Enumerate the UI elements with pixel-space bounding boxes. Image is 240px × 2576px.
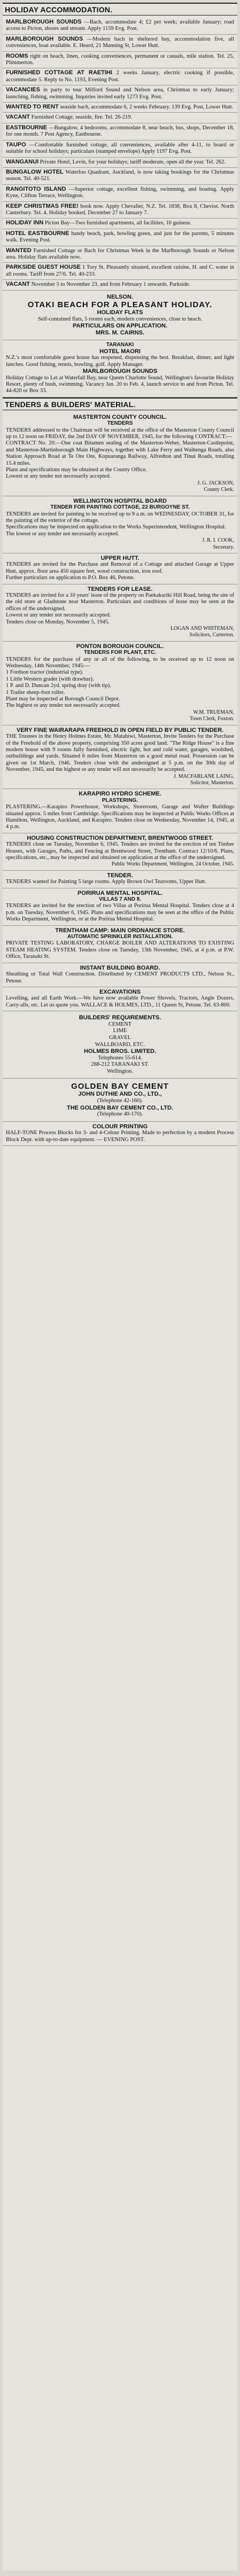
- tender-notice: [3, 496, 237, 553]
- holiday-ad-lead: WANTED TO RENT: [6, 104, 59, 111]
- marlborough-sub: MARLBOROUGH SOUNDS: [82, 368, 158, 375]
- holiday-ad: [3, 168, 237, 185]
- holiday-ad: [3, 263, 237, 280]
- tender-title: VERY FINE WAIRARAPA FREEHOLD IN OPEN FIELD BY PUBLIC TENDER.: [16, 727, 224, 733]
- tender-notice: [3, 963, 237, 987]
- tender-text: TENDERS are invited for the Purchase and Removal of a Cottage and attached Garage at Upper Hutt, approx. floor area 450 square feet, wood construction, iron roof. Further particulars on application to P.O. Box 46, Petone.: [6, 561, 234, 581]
- holiday-ad-body: —Bungalow, 4 bedrooms, accommodate 8, near beach, bus, shops, December 18, for one month. 7 Post Agency, Eastbourne.: [6, 124, 236, 138]
- holiday-ad-lead: RANGITOTO ISLAND: [6, 185, 66, 192]
- tender-signoff: J. R. I. COOK, Secretary.: [202, 537, 234, 550]
- otaki-name: MRS. M. CAIRNS.: [95, 329, 145, 336]
- holiday-ad-lead: BUNGALOW HOTEL: [6, 168, 64, 175]
- tender-notice: [3, 888, 237, 926]
- holiday-ad: [3, 35, 237, 52]
- otaki-body: Self-contained flats, 5 rooms each, modern conveniences, close to beach.: [37, 316, 202, 322]
- tender-notice: [3, 871, 237, 888]
- holiday-ad: [3, 246, 237, 263]
- holiday-ad-lead: EASTBOURNE: [6, 124, 48, 131]
- holiday-ad-body: 1 Tory St. Pleasantly situated, excellent cuisine, H. and C. water in all rooms. Tariff from 27/6. Tel. 40-233.: [6, 264, 236, 277]
- tender-title: WELLINGTON HOSPITAL BOARD: [73, 497, 167, 504]
- golden-bay-line1b: (Telephone 42-160).: [97, 1098, 143, 1104]
- tender-text: THE Trustees in the Henry Holmes Estate, Mr. Matahiwi, Masterton, Invite Tenders for the Purchase of the Freehold of the above property, comprising 350 acres good land. "The Ridge House" is a fine modern house with 9 rooms fully furnished, electric light, hot and cold water, garages, woolshed, outbuildings and yards. Situated 6 miles from Masterton on a good metal road. Possession can be given on 1st March, 1946. Tenders close with the undersigned at 5 p.m. on the 30th day of November, 1945, and the highest or any tender will not necessarily be accepted.: [6, 733, 236, 773]
- tender-title: MASTERTON COUNTY COUNCIL.: [73, 413, 167, 420]
- holiday-ad-lead: VACANCIES: [6, 87, 40, 93]
- otaki-holiday-flats-ad: [3, 291, 237, 340]
- tender-title: TENDERS FOR LEASE.: [87, 586, 153, 592]
- holiday-ad: [3, 280, 237, 290]
- tender-text: Sheathing or Total Wall Construction. Distributed by CEMENT PRODUCTS LTD., Nelson St., Petone.: [6, 971, 236, 984]
- holiday-ad: [3, 140, 237, 158]
- holiday-ad: [3, 158, 237, 168]
- holiday-ad-body: Waterloo Quadrant, Auckland, is now taking bookings for the Christmas season. Tel. 40-521.: [6, 169, 236, 182]
- holiday-ad-lead: HOTEL EASTBOURNE: [6, 230, 69, 237]
- holiday-ad-lead: VACANT: [6, 114, 30, 121]
- holiday-ad-lead: KEEP CHRISTMAS FREE!: [6, 202, 79, 209]
- hotel-maori-ad: [3, 340, 237, 397]
- tender-text: TENDERS wanted for Painting 5 large rooms. Apply Brown Owl Tearooms, Upper Hutt.: [6, 879, 206, 885]
- holiday-ad-lead: WANGANUI: [6, 158, 39, 165]
- builders-items: CEMENT LIME GRAVEL WALLBOARD, ETC.: [95, 1021, 145, 1048]
- tender-notice: [3, 412, 237, 496]
- builders-title: BUILDERS' REQUIREMENTS.: [79, 1014, 161, 1021]
- holiday-ad-body: November 5 to November 23, and from February 1 onwards. Parkside.: [31, 282, 190, 288]
- marlborough-text: Holiday Cottage to Let at Waterfall Bay, near Queen Charlotte Sound, Wellington's favourite Holiday Resort, plenty of bush, swimming. Vacancy Jan. 20 to Feb. 4, launch service to and from Picton. Tel. 44-820 or Box 33.: [6, 374, 236, 394]
- holiday-ad: [3, 202, 237, 219]
- builders-requirements-ad: [3, 1011, 237, 1079]
- tender-notice: [3, 553, 237, 584]
- golden-bay-line1: JOHN DUTHIE AND CO., LTD.,: [78, 1091, 162, 1098]
- holiday-flats-sub: HOLIDAY FLATS: [97, 309, 143, 316]
- holiday-ad: [3, 85, 237, 103]
- holiday-ad-body: 2 weeks January, electric cooking if possible, accommodate 5. Reply to No. 1193, Evening Post.: [6, 70, 236, 83]
- tender-signoff: J. MACFARLANE LAING, Solicitor, Masterton.: [173, 773, 234, 786]
- holiday-ad-body: seaside bach, accommodate 6, 2 weeks February. 139 Evg. Post, Lower Hutt.: [60, 104, 234, 111]
- tender-signoff: Public Works Department, Wellington, 24 October, 1945.: [111, 861, 234, 868]
- tender-notice: [3, 789, 237, 833]
- tender-text: PLASTERING.—Karapiro Powerhouse, Workshops, Storeroom, Garage and Wafter Buildings situated approx. 5 miles from Cambridge. Specifications may be inspected at Public Works Offices at Hamilton, Wellington, Auckland, and Karapiro. Tenders close on Wednesday, November 14, 1945, at 4 p.m.: [6, 804, 236, 830]
- tender-subtitle: AUTOMATIC SPRINKLER INSTALLATION.: [67, 934, 173, 940]
- holiday-ad: [3, 185, 237, 202]
- holiday-ad-body: right on beach, linen, cooking conveniences, permanent or casuals, mile station. Tel. 25, Plimmerton.: [6, 53, 236, 66]
- holiday-ad-body: handy beach, park, bowling green, and just for the parents, 5 minutes walk. Evening Post.: [6, 230, 236, 244]
- tender-title: KARAPIRO HYDRO SCHEME.: [79, 791, 161, 798]
- tender-subtitle: TENDERS: [107, 420, 133, 427]
- tender-notice: [3, 725, 237, 790]
- holiday-accommodation-heading: HOLIDAY ACCOMMODATION.: [3, 3, 237, 15]
- tender-title: HOUSING CONSTRUCTION DEPARTMENT, BRENTWOOD STREET.: [27, 834, 213, 841]
- tender-subtitle: TENDERS FOR PLANT, ETC.: [83, 650, 156, 656]
- tender-text: TENDERS addressed to the Chairman will be received at the office of the Masterton County Council up to 12 noon on FRIDAY, the 2nd DAY OF NOVEMBER, 1945, for the following CONTRACT:— CONTRACT No. 20:—One coat Bitumen sealing of the Masterton-Weber, Masterton-Castlepoint, and Masterton-Martinborough Main Highways, together with Lake Ferry and Waihenga Roads, also Station Approach Road at Te Ore Ore, Kopuaranga Railway, Alfredton and Tinui Roads, totalling 15.4 miles. Plans and specifications may be obtained at the County Office. Lowest or any tender not necessarily accepted.: [6, 427, 234, 480]
- holiday-ad-body: —Superior cottage, excellent fishing, swimming, and boating. Apply Kyne, Clifton Terrace, Wellington.: [6, 186, 236, 199]
- golden-bay-title: GOLDEN BAY CEMENT: [71, 1082, 169, 1091]
- holiday-ad-lead: FURNISHED COTTAGE AT RAETIHI: [6, 69, 112, 76]
- holiday-ad-lead: ROOMS: [6, 52, 28, 59]
- tender-text: TENDERS are invited for painting to be received up to 9 a.m. on WEDNESDAY, OCTOBER 31, for the painting of the exterior of the cottage. Specifications may be inspected on application to the Works Superintendent, Wellington Hospital. The lowest or any tender not necessarily accepted.: [6, 511, 234, 537]
- tender-notice: [3, 584, 237, 642]
- holiday-ad-body: in party to tour Milford Sound and Nelson area, Christmas to early January; launching, fishing, swimming. Inquiries invited early 1273 Evg. Post.: [6, 87, 236, 100]
- holiday-ad-body: —Modern bach in sheltered bay, accommodation five, all conveniences, boat available. E. Heard, 21 Manning St, Lower Hutt.: [6, 36, 236, 49]
- holiday-ad-lead: WANTED: [6, 247, 32, 254]
- otaki-contact: PARTICULARS ON APPLICATION.: [72, 323, 167, 330]
- tender-title: EXCAVATIONS: [99, 988, 141, 995]
- holiday-ad-body: —Comfortable furnished cottage, all conveniences, available after 4-11, to board or suitable for school holidays; particulars (stamped envelope) Apply 1197 Evg. Post.: [6, 142, 236, 155]
- tender-title: INSTANT BUILDING BOARD.: [80, 964, 160, 971]
- holiday-ads-list: [3, 18, 237, 291]
- holiday-ad: [3, 52, 237, 69]
- holiday-ad: [3, 113, 237, 123]
- colour-printing-text: HALF-TONE Process Blocks for 3- and 4-Colour Printing. Made to perfection by a modern Process Block Dept. with up-to-date equipment. — EVENING POST.: [6, 1130, 236, 1143]
- holiday-ad-lead: MARLBOROUGH SOUNDS: [6, 35, 83, 42]
- otaki-headline: OTAKI BEACH FOR A PLEASANT HOLIDAY.: [27, 300, 213, 310]
- colour-printing-ad: [3, 1122, 237, 1146]
- holiday-ad: [3, 68, 237, 85]
- newspaper-page: [3, 3, 237, 2571]
- tender-text: PRIVATE TESTING LABORATORY, CHARGE BOILER AND ALTERATIONS TO EXISTING STEAM HEATING SYSTEM. Tenders close on Tuesday, 13th November, 1945, at 4 p.m. at P.W. Office, Taranaki St.: [6, 940, 236, 960]
- holiday-ad-body: —Bach, accommodate 4; £2 per week; available January; road access to Picton, shores and stream. Apply 1159 Evg. Post.: [6, 19, 236, 32]
- tender-text: TENDERS for the purchase of any or all of the following, to be received up to 12 noon on Wednesday, 14th November, 1945:— 1 Fordson tractor (industrial type). 1 Little Western grader (with drawbar). 1 P. and D. Duncan 2yd. spring dray (with tip). 1 Trailer sheep-foot roller. Plant may be inspected at Borough Council Depot. The highest or any tender not necessarily accepted.: [6, 656, 234, 709]
- tender-notice: [3, 642, 237, 725]
- holiday-ad: [3, 229, 237, 246]
- tender-subtitle: PLASTERING.: [102, 797, 138, 803]
- tender-notice: [3, 833, 237, 871]
- tender-text: TENDERS are invited for a 10 years' lease of the property on Paekakariki Hill Road, being the site of the old store at Gladstone near Masterton. Particulars and conditions of lease may be seen at the offices of the undersigned. Lowest or any tender not necessarily accepted. Tenders close on Monday, November 5, 1945.: [6, 592, 234, 625]
- tender-text: TENDERS close on Tuesday, November 6, 1945. Tenders are invited for the erection of ten Timber Houses, with Garages, Paths, and Fencing at Brentwood Street, Trentham. Contract 12/10/6. Plans, specifications, etc., may be inspected and obtained on application at the office of the undersigned.: [6, 841, 236, 861]
- builders-company: HOLMES BROS. LIMITED.: [83, 1048, 157, 1055]
- holiday-ad: [3, 18, 237, 35]
- tender-text: TENDERS are invited for the erection of two Villas at Porirua Mental Hospital. Tenders close at 4 p.m. on Tuesday, November 6, 1945. Plans and specifications may be seen at the office of the Public Works Department, Wellington, or at the Porirua Mental Hospital.: [6, 903, 236, 923]
- hotel-title: HOTEL MAORI: [99, 348, 141, 355]
- holiday-ad-lead: TAUPO: [6, 141, 26, 148]
- builders-contact: Telephones 55-614. 288-212 TARANAKI ST. Wellington.: [91, 1055, 149, 1074]
- holiday-ad-lead: VACANT: [6, 281, 30, 288]
- holiday-ad-lead: MARLBOROUGH SOUNDS: [6, 19, 82, 25]
- holiday-ad-body: Private Hotel, Levin, for your holidays; tariff moderate, open all the year. Tel. 262.: [40, 159, 226, 165]
- tender-signoff: J. G. JACKSON, County Clerk.: [197, 480, 234, 493]
- tender-title: TENDER.: [107, 872, 133, 879]
- golden-bay-line2b: (Telephone 40-170).: [97, 1111, 143, 1118]
- holiday-ad-lead: PARKSIDE GUEST HOUSE: [6, 264, 81, 271]
- tender-blocks-list: [3, 412, 237, 1011]
- nelson-heading: NELSON.: [107, 293, 133, 300]
- tender-title: UPPER HUTT.: [100, 555, 140, 561]
- holiday-ad-body: Picton Bay—Two furnished apartments, all facilities; 10 guineas.: [44, 220, 192, 227]
- tenders-heading: TENDERS & BUILDERS' MATERIAL.: [3, 397, 237, 410]
- holiday-ad: [3, 123, 237, 140]
- holiday-ad-body: Furnished Cottage or Bach for Christmas Week in the Marlborough Sounds or Nelson area. Holiday flats available now.: [6, 247, 236, 260]
- tender-title: PONTON BOROUGH COUNCIL.: [76, 643, 164, 650]
- tender-title: TRENTHAM CAMP: MAIN ORDNANCE STORE.: [55, 927, 185, 934]
- tender-title: PORIRUA MENTAL HOSPITAL.: [77, 889, 163, 896]
- tender-notice: [3, 926, 237, 963]
- tender-notice: [3, 987, 237, 1011]
- hotel-text: N.Z.'s most comfortable guest house has reopened, dispensing the best. Breakfast, dinner, and light lunches. Good fishing, tennis, bowling, golf. Apply Manager.: [6, 355, 236, 368]
- golden-bay-line2: THE GOLDEN BAY CEMENT CO., LTD.: [66, 1104, 174, 1111]
- colour-printing-title: COLOUR PRINTING: [92, 1123, 148, 1130]
- tender-signoff: LOGAN AND WHITEMAN, Solicitors, Carterton.: [171, 626, 234, 638]
- holiday-ad-body: Furnished Cottage, seaside, fire. Tel. 26-219.: [31, 114, 133, 121]
- tender-text: Levelling, and all Earth Work.—We have now available Power Shovels, Tractors, Angle Dozers, Carry-alls, etc. Let us quote you. WALLACE & HOLMES, LTD., 11 Queen St, Petone. Tel. 63-800.: [6, 995, 236, 1008]
- holiday-ad-lead: HOLIDAY INN: [6, 220, 44, 227]
- holiday-ad: [3, 103, 237, 113]
- golden-bay-cement-ad: [3, 1079, 237, 1121]
- holiday-ad: [3, 218, 237, 229]
- holiday-ad-body: book now. Apply Chevalier, N.Z. Tel. 1838, Box 8, Cheviot. North Canterbury. Tel. 4. Holiday booked, December 27 to January 7.: [6, 203, 236, 216]
- tender-subtitle: TENDER FOR PAINTING COTTAGE, 22 BURGOYNE ST.: [50, 504, 190, 511]
- tender-signoff: W.M. TRUEMAN, Town Clerk, Foxton.: [189, 709, 234, 722]
- hotel-place: TARANAKI: [106, 341, 134, 348]
- tender-subtitle: VILLAS 7 AND 8.: [98, 896, 142, 903]
